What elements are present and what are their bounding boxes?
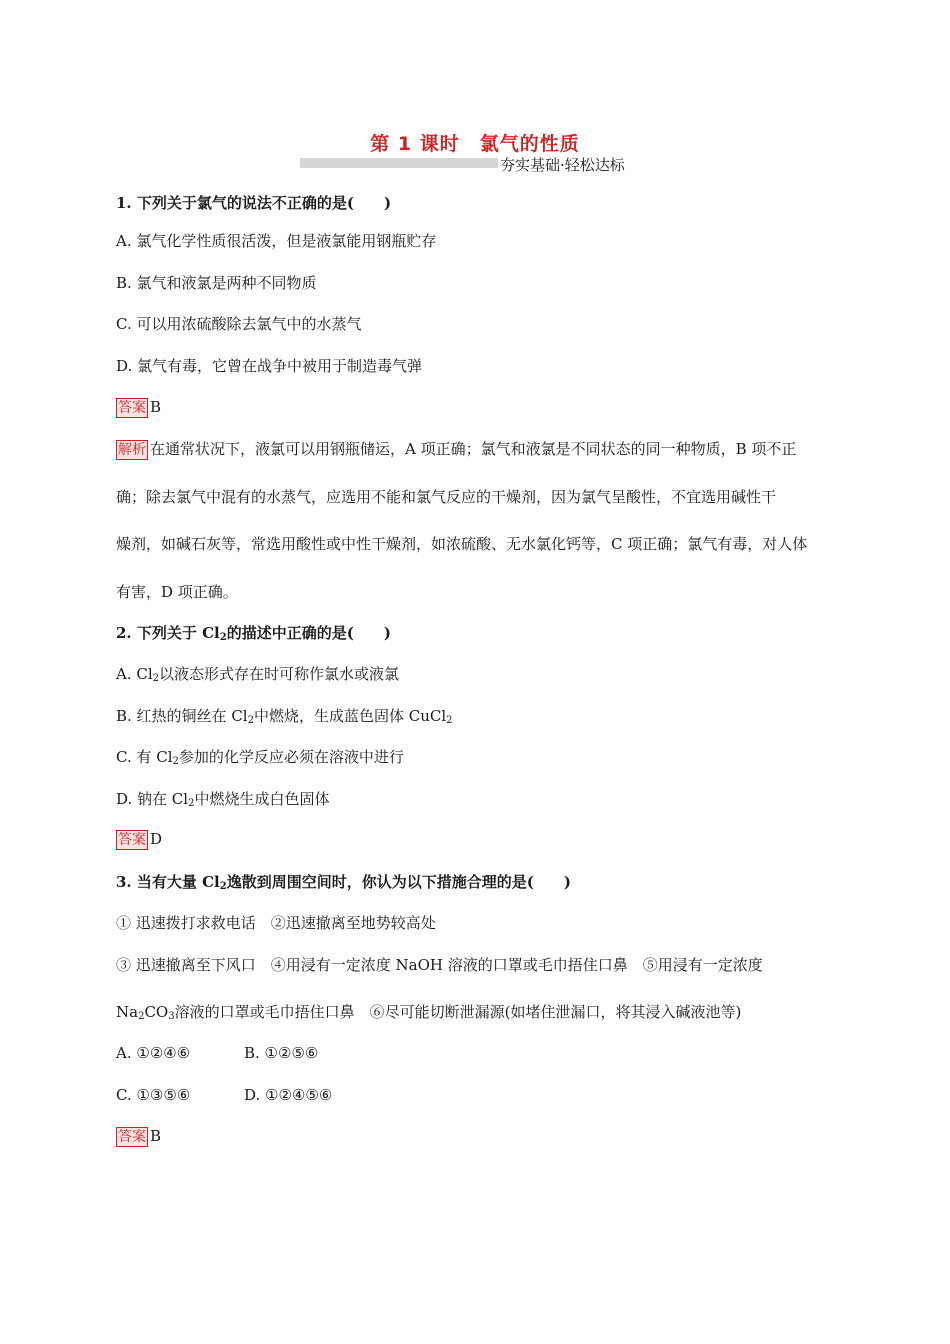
q1-option-b: B. 氯气和液氯是两种不同物质 — [116, 274, 317, 292]
q1-analysis-line-4: 有害，D 项正确。 — [116, 583, 238, 601]
q1-stem: 1. 下列关于氯气的说法不正确的是( ) — [116, 194, 392, 212]
q1-analysis-line-2: 确；除去氯气中混有的水蒸气，应选用不能和氯气反应的干燥剂，因为氯气呈酸性，不宜选用碱性干 — [116, 488, 777, 506]
q1-analysis-text: 在通常状况下，液氯可以用钢瓶储运，A 项正确；氯气和液氯是不同状态的同一种物质，B 项不正 — [150, 440, 797, 458]
q1-answer — [116, 397, 161, 418]
q3-option-b: B. ①②⑤⑥ — [244, 1044, 319, 1062]
q2-option-d: D. 钠在 $Cl_2$中燃烧生成白色固体 — [116, 790, 330, 809]
q3-option-d: D. ①②④⑤⑥ — [244, 1086, 333, 1104]
q1-option-a: A. 氯气化学性质很活泼，但是液氯能用钢瓶贮存 — [116, 232, 437, 250]
q3-answer — [116, 1126, 161, 1147]
q3-answer-value: B — [150, 1127, 162, 1145]
q2-stem: 2. 下列关于 $Cl_2$的描述中正确的是( ) — [116, 624, 391, 643]
q3-measures-line-1: ① 迅速拨打求救电话 ②迅速撤离至地势较高处 — [116, 914, 436, 932]
q1-analysis-line-3: 燥剂，如碱石灰等，常选用酸性或中性干燥剂，如浓硫酸、无水氯化钙等，C 项正确；氯气有毒，对人体 — [116, 535, 808, 553]
analysis-tag: 解析 — [118, 442, 146, 458]
q2-option-b: B. 红热的铜丝在 $Cl_2$中燃烧，生成蓝色固体 CuCl$_2$ — [116, 707, 453, 726]
answer-tag: 答案 — [118, 400, 146, 416]
q3-stem: 3. 当有大量 $Cl_2$逸散到周围空间时，你认为以下措施合理的是( ) — [116, 873, 571, 892]
answer-tag: 答案 — [118, 1129, 146, 1145]
answer-tag: 答案 — [118, 832, 146, 848]
q1-option-d: D. 氯气有毒，它曾在战争中被用于制造毒气弹 — [116, 357, 423, 375]
q2-option-c: C. 有 $Cl_2$参加的化学反应必须在溶液中进行 — [116, 748, 404, 767]
page-title: 第 1 课时 氯气的性质 — [370, 133, 580, 155]
q2-option-a: A. $Cl_2$以液态形式存在时可称作氯水或液氯 — [116, 665, 400, 684]
q2-answer-value: D — [150, 830, 163, 848]
q1-answer-value: B — [150, 398, 162, 416]
q3-option-a: A. ①②④⑥ — [116, 1044, 191, 1062]
q1-analysis-line-1 — [116, 439, 796, 460]
section-label: 夯实基础·轻松达标 — [500, 156, 625, 174]
section-divider-bar — [300, 158, 498, 168]
q3-option-c: C. ①③⑤⑥ — [116, 1086, 191, 1104]
q1-option-c: C. 可以用浓硫酸除去氯气中的水蒸气 — [116, 315, 362, 333]
q2-answer — [116, 829, 162, 850]
q3-measures-line-2: ③ 迅速撤离至下风口 ④用浸有一定浓度 NaOH 溶液的口罩或毛巾捂住口鼻 ⑤用浸有一定浓度 — [116, 956, 763, 974]
q3-measures-line-3: $Na_2CO_3$溶液的口罩或毛巾捂住口鼻 ⑥尽可能切断泄漏源(如堵住泄漏口，将其浸入碱液池等) — [116, 1003, 742, 1022]
